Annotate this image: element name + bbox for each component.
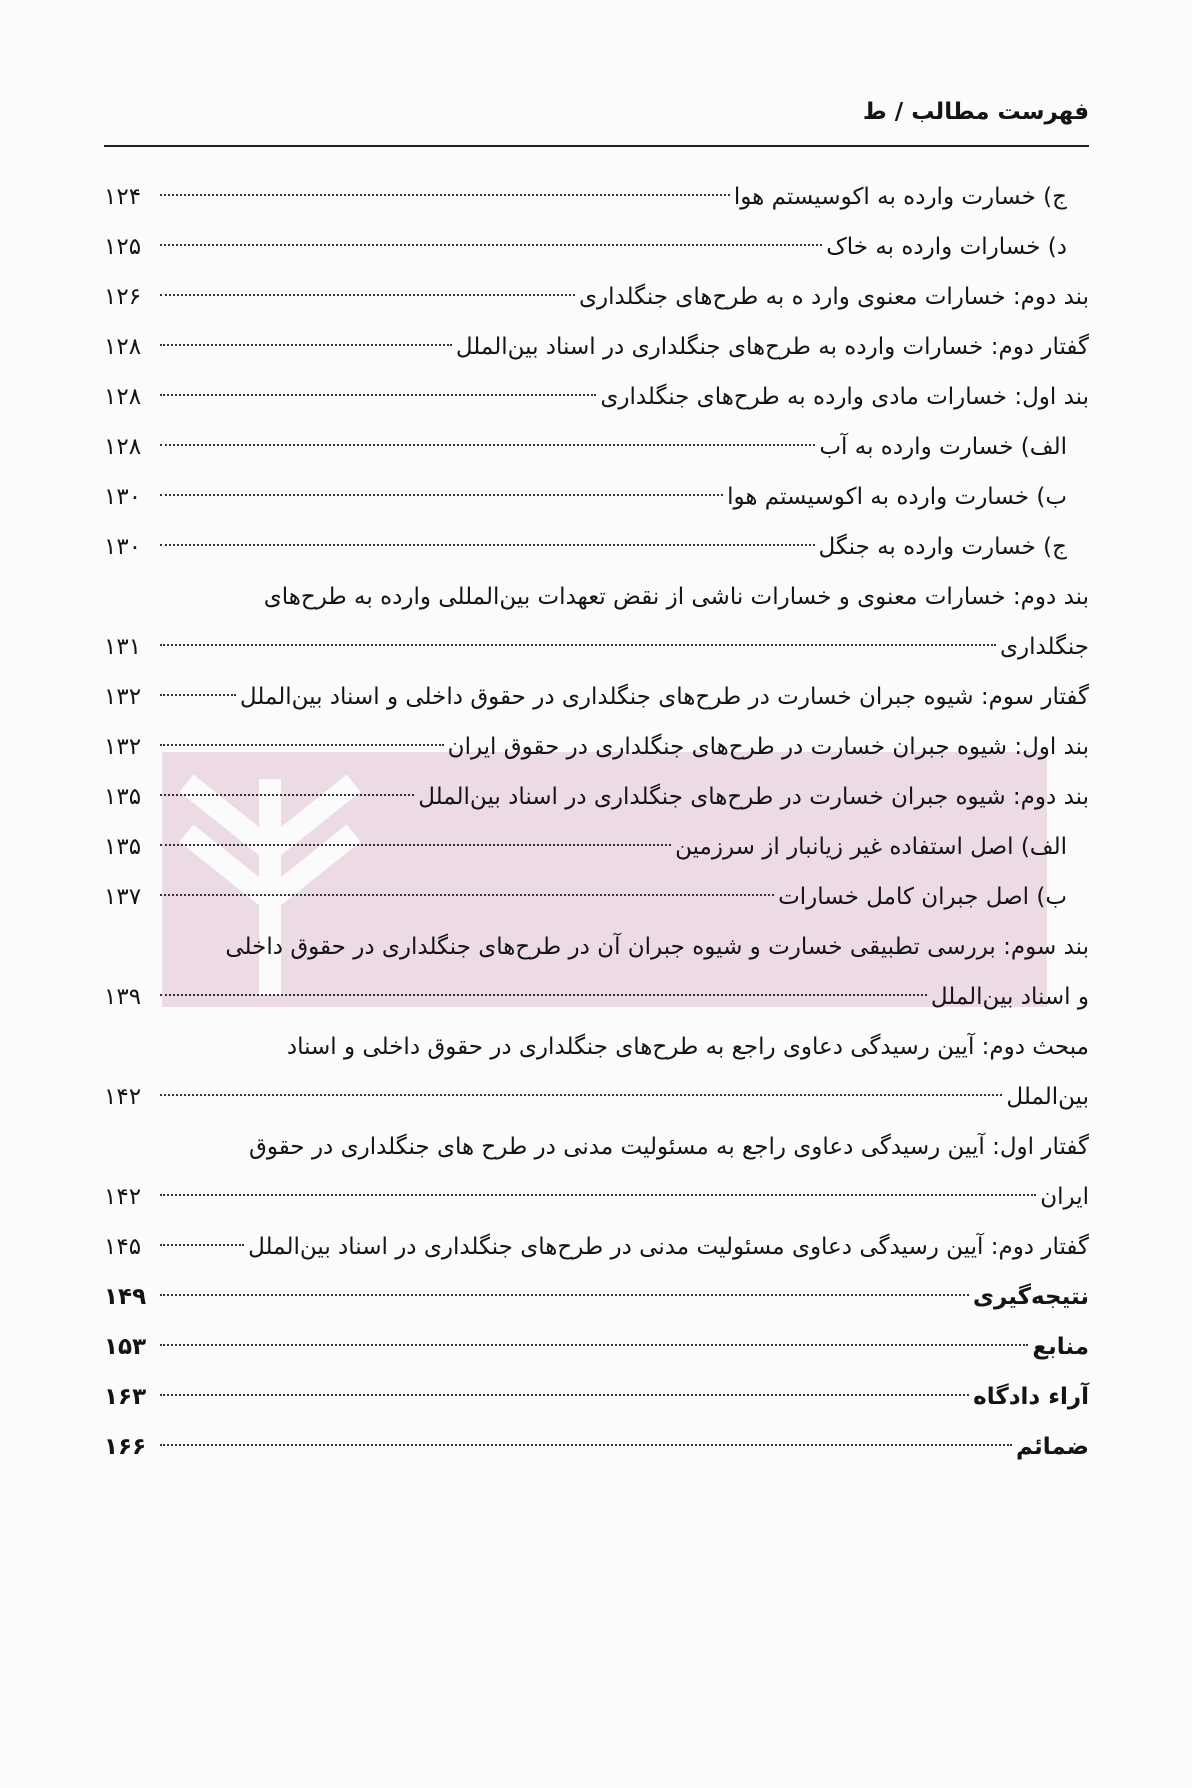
toc-entry[interactable] [104,722,1089,772]
toc-entry-title: گفتار اول: آیین رسیدگی دعاوی راجع به مسئولیت مدنی در طرح های جنگلداری در حقوق [249,1134,1089,1160]
toc-entry[interactable] [104,1422,1089,1472]
toc-entry-title: گفتار دوم: آیین رسیدگی دعاوی مسئولیت مدنی در طرح‌های جنگلداری در اسناد بین‌الملل [248,1234,1089,1260]
toc-entry-title-cont: جنگلداری [999,634,1089,660]
dot-leader [160,1394,969,1396]
toc-entry[interactable] [104,272,1089,322]
toc-page-number: ۱۳۷ [104,884,142,910]
toc-entry-title: گفتار سوم: شیوه جبران خسارت در طرح‌های جنگلداری در حقوق داخلی و اسناد بین‌الملل [239,684,1089,710]
dot-leader [160,1194,1036,1196]
toc-page-number: ۱۴۹ [104,1284,147,1310]
toc-page-number: ۱۲۶ [104,284,142,310]
toc-entry-continuation[interactable] [104,972,1089,1022]
toc-entry[interactable] [104,422,1089,472]
toc-page-number: ۱۳۲ [104,684,142,710]
toc-entry[interactable] [104,472,1089,522]
dot-leader [160,894,774,896]
dot-leader [160,444,815,446]
toc-entry-title-cont: ایران [1040,1184,1089,1210]
toc-entry-title: بند اول: شیوه جبران خسارت در طرح‌های جنگلداری در حقوق ایران [447,734,1089,760]
toc-entry-title: د) خسارات وارده به خاک [826,234,1067,260]
toc-entry[interactable] [104,1222,1089,1272]
toc-entry-title: ج) خسارت وارده به جنگل [818,534,1067,560]
toc-page-number: ۱۳۱ [104,634,142,660]
table-of-contents [104,172,1089,1472]
dot-leader [160,1344,1028,1346]
toc-entry-title: ضمائم [1016,1434,1089,1460]
toc-entry[interactable] [104,1272,1089,1322]
toc-page-number: ۱۳۵ [104,784,142,810]
toc-page-number: ۱۲۸ [104,384,142,410]
toc-page-number: ۱۴۲ [104,1184,142,1210]
dot-leader [160,344,452,346]
toc-entry-title: ب) اصل جبران کامل خسارات [778,884,1067,910]
toc-page-number: ۱۳۵ [104,834,142,860]
toc-page-number: ۱۲۸ [104,434,142,460]
toc-page-number: ۱۴۵ [104,1234,142,1260]
header-rule [104,145,1089,147]
dot-leader [160,244,822,246]
toc-entry[interactable] [104,922,1089,972]
toc-entry-title: مبحث دوم: آیین رسیدگی دعاوی راجع به طرح‌های جنگلداری در حقوق داخلی و اسناد [286,1034,1089,1060]
toc-entry[interactable] [104,1372,1089,1422]
toc-page-number: ۱۳۰ [104,534,142,560]
dot-leader [160,1244,244,1246]
toc-page-number: ۱۲۵ [104,234,142,260]
toc-page-number: ۱۴۲ [104,1084,142,1110]
toc-entry[interactable] [104,222,1089,272]
toc-page-number: ۱۳۲ [104,734,142,760]
toc-entry[interactable] [104,1322,1089,1372]
toc-page-number: ۱۵۳ [104,1334,147,1360]
running-header: فهرست مطالب / ط [862,99,1089,125]
toc-entry[interactable] [104,822,1089,872]
dot-leader [160,194,730,196]
dot-leader [160,694,236,696]
toc-entry-title: منابع [1032,1334,1089,1360]
toc-entry-title: بند دوم: خسارات معنوی و خسارات ناشی از نقض تعهدات بین‌المللی وارده به طرح‌های [263,584,1089,610]
dot-leader [160,494,723,496]
toc-entry[interactable] [104,1122,1089,1172]
toc-entry-title: نتیجه‌گیری [972,1284,1089,1310]
toc-entry[interactable] [104,372,1089,422]
toc-entry[interactable] [104,772,1089,822]
toc-entry[interactable] [104,1022,1089,1072]
dot-leader [160,1094,1002,1096]
toc-entry-title: بند سوم: بررسی تطبیقی خسارت و شیوه جبران آن در طرح‌های جنگلداری در حقوق داخلی [225,934,1089,960]
dot-leader [160,394,596,396]
toc-entry-title-cont: بین‌الملل [1006,1084,1089,1110]
toc-entry-title: الف) اصل استفاده غیر زیانبار از سرزمین [675,834,1067,860]
toc-entry[interactable] [104,672,1089,722]
dot-leader [160,794,414,796]
toc-page-number: ۱۳۰ [104,484,142,510]
toc-entry[interactable] [104,172,1089,222]
dot-leader [160,294,575,296]
toc-entry-title: بند اول: خسارات مادی وارده به طرح‌های جنگلداری [600,384,1089,410]
dot-leader [160,1444,1012,1446]
toc-page-number: ۱۲۴ [104,184,142,210]
toc-entry[interactable] [104,322,1089,372]
toc-entry[interactable] [104,522,1089,572]
dot-leader [160,644,996,646]
toc-entry-title: الف) خسارت وارده به آب [819,434,1067,460]
toc-entry-continuation[interactable] [104,1072,1089,1122]
dot-leader [160,544,815,546]
toc-entry[interactable] [104,872,1089,922]
toc-entry-title: ب) خسارت وارده به اکوسیستم هوا [727,484,1067,510]
toc-entry-title: بند دوم: خسارات معنوی وارد ه به طرح‌های جنگلداری [578,284,1089,310]
toc-page-number: ۱۶۳ [104,1384,147,1410]
toc-page-number: ۱۲۸ [104,334,142,360]
toc-entry-title: آراء دادگاه [973,1384,1089,1410]
toc-entry-continuation[interactable] [104,622,1089,672]
toc-entry[interactable] [104,572,1089,622]
toc-entry-title-cont: و اسناد بین‌الملل [930,984,1089,1010]
toc-page-number: ۱۳۹ [104,984,142,1010]
toc-page-number: ۱۶۶ [104,1434,147,1460]
toc-entry-continuation[interactable] [104,1172,1089,1222]
dot-leader [160,994,927,996]
dot-leader [160,1294,969,1296]
toc-entry-title: ج) خسارت وارده به اکوسیستم هوا [733,184,1067,210]
toc-entry-title: بند دوم: شیوه جبران خسارت در طرح‌های جنگلداری در اسناد بین‌الملل [418,784,1089,810]
dot-leader [160,844,671,846]
dot-leader [160,744,444,746]
toc-entry-title: گفتار دوم: خسارات وارده به طرح‌های جنگلداری در اسناد بین‌الملل [455,334,1089,360]
